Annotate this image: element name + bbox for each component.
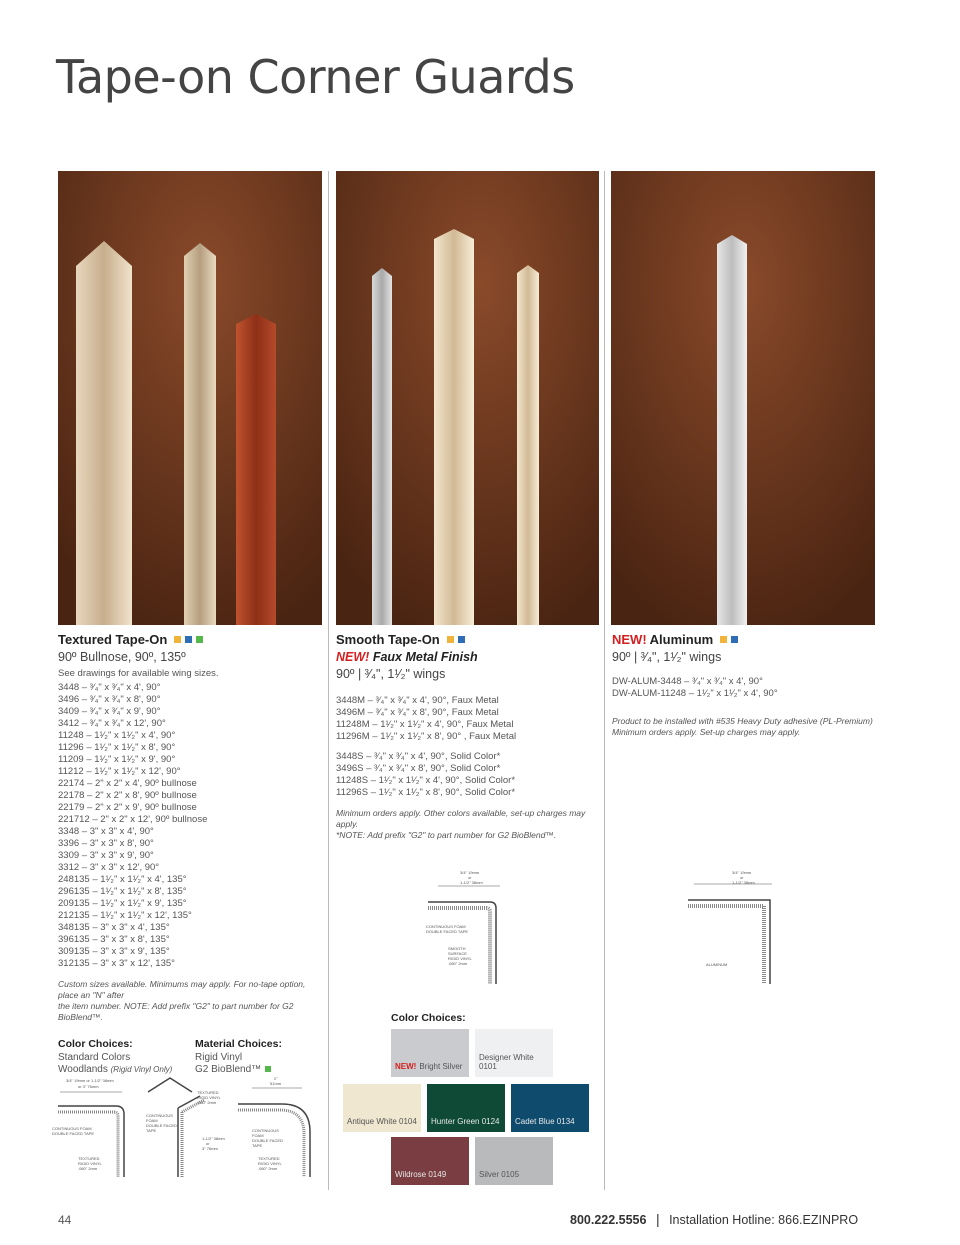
faux-metal-list <box>336 695 596 743</box>
color-tile: Wildrose 0149 <box>391 1137 469 1185</box>
svg-text:SMOOTH: SMOOTH <box>448 946 466 951</box>
svg-text:or: or <box>206 1141 210 1146</box>
svg-text:3" 76mm: 3" 76mm <box>202 1146 218 1151</box>
installation-hotline: Installation Hotline: 866.EZINPRO <box>669 1213 859 1227</box>
svg-text:TAPE: TAPE <box>146 1128 157 1133</box>
sku-item: 3348 – 3" x 3" x 4', 90° <box>58 826 154 837</box>
svg-text:SURFACE: SURFACE <box>448 951 467 956</box>
sku-item: 209135 – 1¹⁄₂" x 1¹⁄₂" x 9', 135° <box>58 898 187 909</box>
sku-item: 221712 – 2" x 2" x 12', 90º bullnose <box>58 814 208 825</box>
sku-item: 3448 – ³⁄₄" x ³⁄₄" x 4', 90° <box>58 682 161 693</box>
svg-text:RIGID VINYL: RIGID VINYL <box>448 956 472 961</box>
svg-text:3/4" 19mm: 3/4" 19mm <box>732 870 752 875</box>
sku-item: 296135 – 1¹⁄₂" x 1¹⁄₂" x 8', 135° <box>58 886 187 897</box>
sku-item: 22174 – 2" x 2" x 4', 90º bullnose <box>58 778 197 789</box>
product-heading <box>336 632 596 647</box>
swatch-yellow <box>720 636 727 643</box>
product-name: Aluminum <box>649 632 714 647</box>
sku-item: 3312 – 3" x 3" x 12', 90° <box>58 862 160 873</box>
svg-text:2": 2" <box>274 1076 278 1081</box>
sku-item: 3496S – ³⁄₄" x ³⁄₄" x 8', 90°, Solid Color* <box>336 763 501 774</box>
textured-profile-diagrams <box>52 1072 322 1184</box>
sku-item: 3448M – ³⁄₄" x ³⁄₄" x 4', 90°, Faux Metal <box>336 695 499 706</box>
column-divider <box>328 171 329 1190</box>
color-tile: Antique White 0104 <box>343 1084 421 1132</box>
swatch-yellow <box>174 636 181 643</box>
sku-item: 11248 – 1¹⁄₂" x 1¹⁄₂" x 4', 90° <box>58 730 176 741</box>
photo-textured-guards <box>58 171 322 625</box>
svg-text:CONTINUOUS: CONTINUOUS <box>146 1113 173 1118</box>
aluminum-section <box>612 632 877 738</box>
aluminum-list <box>612 676 877 700</box>
svg-text:1-1/2" 38mm: 1-1/2" 38mm <box>732 880 755 885</box>
angles-text: 90º Bullnose, 90º, 135º <box>58 650 186 664</box>
sku-item: 3448S – ³⁄₄" x ³⁄₄" x 4', 90°, Solid Color* <box>336 751 501 762</box>
column-divider <box>604 171 605 1190</box>
material-choices <box>195 1038 282 1076</box>
svg-text:1-1/2" 38mm: 1-1/2" 38mm <box>202 1136 225 1141</box>
page-number: 44 <box>58 1213 72 1227</box>
svg-text:CONTINUOUS FOAM: CONTINUOUS FOAM <box>52 1126 92 1131</box>
sku-item: 11212 – 1¹⁄₂" x 1¹⁄₂" x 12', 90° <box>58 766 181 777</box>
sku-item: 11248M – 1¹⁄₂" x 1¹⁄₂" x 4', 90°, Faux Metal <box>336 719 514 730</box>
sku-item: 348135 – 3" x 3" x 4', 135° <box>58 922 170 933</box>
material-option: Rigid Vinyl <box>195 1052 243 1063</box>
swatch-blue <box>731 636 738 643</box>
sku-item: 3496 – ³⁄₄" x ³⁄₄" x 8', 90° <box>58 694 161 705</box>
material-option: G2 BioBlend™ <box>195 1064 282 1076</box>
svg-text:DOUBLE FACED TAPE: DOUBLE FACED TAPE <box>52 1131 95 1136</box>
svg-text:DOUBLE FACED: DOUBLE FACED <box>252 1138 283 1143</box>
sku-item: 248135 – 1¹⁄₂" x 1¹⁄₂" x 4', 135° <box>58 874 187 885</box>
sku-item: 11296M – 1¹⁄₂" x 1¹⁄₂" x 8', 90° , Faux Metal <box>336 731 517 742</box>
svg-text:CONTINUOUS FOAM: CONTINUOUS FOAM <box>426 924 466 929</box>
svg-text:TEXTURED: TEXTURED <box>197 1090 219 1095</box>
product-heading <box>612 632 877 647</box>
sku-item: 312135 – 3" x 3" x 12', 135° <box>58 958 175 969</box>
svg-text:RIGID VINYL: RIGID VINYL <box>197 1095 221 1100</box>
color-tile: Hunter Green 0124 <box>427 1084 505 1132</box>
product-heading <box>58 632 323 647</box>
svg-text:RIGID VINYL: RIGID VINYL <box>78 1161 102 1166</box>
sku-item: 11209 – 1¹⁄₂" x 1¹⁄₂" x 9', 90° <box>58 754 176 765</box>
swatch-blue <box>458 636 465 643</box>
svg-text:3/4" 19mm: 3/4" 19mm <box>460 870 480 875</box>
sku-list <box>58 682 323 970</box>
new-faux-metal: NEW! Faux Metal Finish <box>336 650 478 664</box>
sku-item: 3412 – ³⁄₄" x ³⁄₄" x 12', 90° <box>58 718 166 729</box>
wings-text: 90º | ³⁄₄", 1¹⁄₂" wings <box>336 667 446 681</box>
sku-item: DW-ALUM-3448 – ³⁄₄" x ³⁄₄" x 4', 90° <box>612 676 763 687</box>
photo-aluminum-guard <box>611 171 875 625</box>
page-title: Tape-on Corner Guards <box>56 50 575 104</box>
sku-item: 11296S – 1¹⁄₂" x 1¹⁄₂" x 8', 90°, Solid Color* <box>336 787 516 798</box>
color-tile: Silver 0105 <box>475 1137 553 1185</box>
solid-color-list <box>336 751 596 799</box>
sku-item: 396135 – 3" x 3" x 8', 135° <box>58 934 170 945</box>
svg-text:ALUMINUM: ALUMINUM <box>706 962 728 967</box>
swatch-yellow <box>447 636 454 643</box>
svg-text:or: or <box>740 875 744 880</box>
svg-text:DOUBLE FACED TAPE: DOUBLE FACED TAPE <box>426 929 469 934</box>
sku-item: 212135 – 1¹⁄₂" x 1¹⁄₂" x 12', 135° <box>58 910 192 921</box>
sku-item: 11248S – 1¹⁄₂" x 1¹⁄₂" x 4', 90°, Solid Color* <box>336 775 516 786</box>
svg-text:RIGID VINYL: RIGID VINYL <box>258 1161 282 1166</box>
svg-text:or: or <box>468 875 472 880</box>
swatch-blue <box>185 636 192 643</box>
product-name: Textured Tape-On <box>58 632 168 647</box>
svg-text:1-1/2" 38mm: 1-1/2" 38mm <box>460 880 483 885</box>
svg-text:FOAM: FOAM <box>146 1118 158 1123</box>
smooth-tape-on-section <box>336 632 596 841</box>
color-choices-heading: Color Choices: <box>58 1038 133 1050</box>
svg-text:TAPE: TAPE <box>252 1143 263 1148</box>
svg-text:CONTINUOUS: CONTINUOUS <box>252 1128 279 1133</box>
svg-text:FOAM: FOAM <box>252 1133 264 1138</box>
sku-item: 3396 – 3" x 3" x 8', 90° <box>58 838 154 849</box>
sku-item: 3309 – 3" x 3" x 9', 90° <box>58 850 154 861</box>
sku-item: 11296 – 1¹⁄₂" x 1¹⁄₂" x 8', 90° <box>58 742 176 753</box>
sku-item: DW-ALUM-11248 – 1¹⁄₂" x 1¹⁄₂" x 4', 90° <box>612 688 778 699</box>
phone-number: 800.222.5556 <box>570 1213 647 1227</box>
footer-contact: 800.222.5556 | Installation Hotline: 866.EZINPRO <box>570 1211 859 1227</box>
sku-item: 22178 – 2" x 2" x 8', 90º bullnose <box>58 790 197 801</box>
new-label: NEW! <box>612 632 647 647</box>
svg-text:TEXTURED: TEXTURED <box>258 1156 280 1161</box>
color-option: Woodlands (Rigid Vinyl Only) <box>58 1064 173 1075</box>
color-option: Standard Colors <box>58 1052 131 1063</box>
textured-tape-on-section <box>58 632 323 1078</box>
svg-text:3/4" 19mm or 1-1/2" 38mm: 3/4" 19mm or 1-1/2" 38mm <box>66 1078 114 1083</box>
color-tile: Designer White 0101 <box>475 1029 553 1077</box>
sku-item: 309135 – 3" x 3" x 9', 135° <box>58 946 170 957</box>
sku-item: 3496M – ³⁄₄" x ³⁄₄" x 8', 90°, Faux Metal <box>336 707 499 718</box>
color-tile: Cadet Blue 0134 <box>511 1084 589 1132</box>
smooth-color-choices-heading: Color Choices: <box>391 1012 466 1024</box>
svg-text:.060" 2mm: .060" 2mm <box>78 1166 98 1171</box>
svg-text:.060" 2mm: .060" 2mm <box>197 1100 217 1105</box>
wings-text: 90º | ³⁄₄", 1¹⁄₂" wings <box>612 650 722 664</box>
svg-text:TEXTURED: TEXTURED <box>78 1156 100 1161</box>
minimum-note: Minimum orders apply. Other colors available, set-up charges may apply. *NOTE: Add prefix "G2" to part number for G2 BioBlend™. <box>336 808 586 840</box>
photo-smooth-guards <box>336 171 599 625</box>
material-choices-heading: Material Choices: <box>195 1038 282 1050</box>
aluminum-profile-diagram <box>684 866 784 988</box>
color-choices <box>58 1038 172 1076</box>
product-name: Smooth Tape-On <box>336 632 440 647</box>
swatch-green <box>196 636 203 643</box>
see-drawings-text: See drawings for available wing sizes. <box>58 668 219 679</box>
svg-text:or 3" 76mm: or 3" 76mm <box>78 1084 99 1089</box>
svg-text:51mm: 51mm <box>270 1081 282 1086</box>
sku-item: 22179 – 2" x 2" x 9', 90º bullnose <box>58 802 197 813</box>
color-tile: NEW! Bright Silver <box>391 1029 469 1077</box>
sku-item: 3409 – ³⁄₄" x ³⁄₄" x 9', 90° <box>58 706 161 717</box>
smooth-profile-diagram <box>420 866 520 988</box>
svg-text:.060" 2mm: .060" 2mm <box>258 1166 278 1171</box>
svg-text:DOUBLE FACED: DOUBLE FACED <box>146 1123 177 1128</box>
install-note: Product to be installed with #535 Heavy Duty adhesive (PL-Premium) Minimum orders apply. Set-up charges may apply. <box>612 716 873 737</box>
custom-note: Custom sizes available. Minimums may apply. For no-tape option, place an "N" after the item number. NOTE: Add prefix "G2" to part number for G2 BioBlend™. <box>58 979 306 1022</box>
svg-text:.080" 2mm: .080" 2mm <box>448 961 468 966</box>
